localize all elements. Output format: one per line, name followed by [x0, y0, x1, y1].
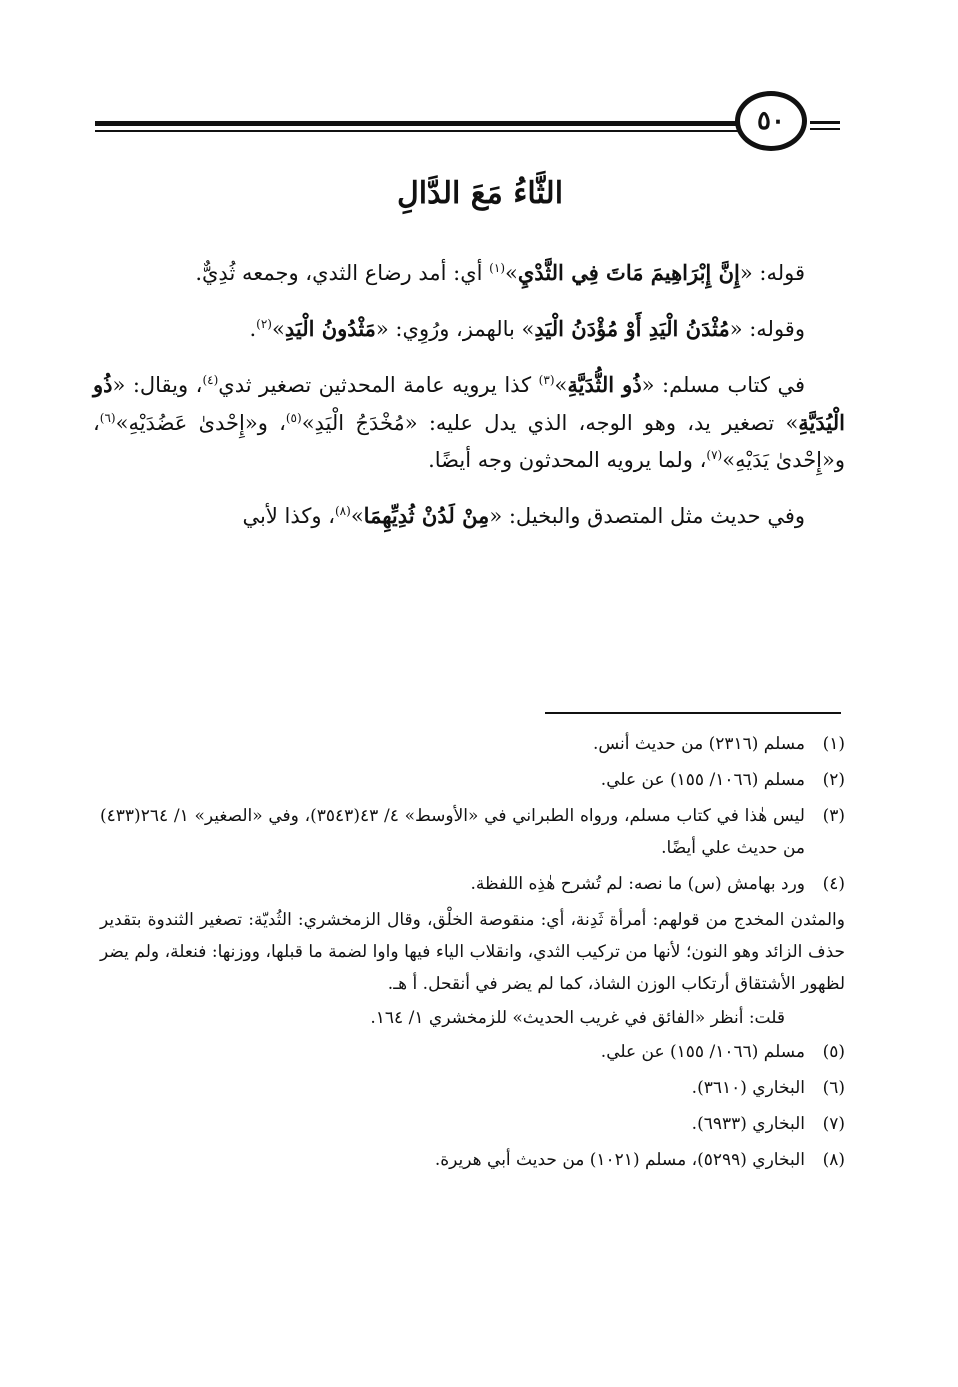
footnote-6 [100, 1072, 845, 1104]
paragraph-1: قوله: «إِنَّ إِبْرَاهِيمَ مَاتَ فِي الثَّدْيِ»$^{(١)}$ أي: أمد رضاع الثدي، وجمعه ثُدِيٌّ. [195, 260, 805, 285]
footnote-text: مسلم (١٠٦٦/ ١٥٥) عن علي. [600, 1042, 805, 1062]
footnote-text: ورد بهامش (س) ما نصه: لم تُشرح هٰذِه اللفظة. [470, 874, 805, 894]
footnote-2 [100, 764, 845, 796]
footnote-text: البخاري (٦٩٣٣). [691, 1114, 805, 1134]
footnote-number: (٤) [822, 874, 845, 894]
footnote-text: ليس هٰذا في كتاب مسلم، ورواه الطبراني في «الأوسط» ٤/ ٤٣(٣٥٤٣)، وفي «الصغير» ١/ ٢٦٤(٤٣٣) من حديث علي أيضًا. [100, 806, 805, 858]
footnote-ref: (١) [489, 261, 505, 275]
footnote-number: (٨) [822, 1150, 845, 1170]
footnote-5 [100, 1036, 845, 1068]
footnote-ref: (٨) [334, 504, 351, 518]
page-number-badge [735, 91, 807, 151]
footnote-7 [100, 1108, 845, 1140]
footnote-number: (٥) [822, 1042, 845, 1062]
footnote-ref: (٢) [256, 317, 272, 331]
paragraph-4: وفي حديث مثل المتصدق والبخيل: «مِنْ لَدُنْ ثُدِيِّهِمَا»$^{(٨)}$، وكذا لأبي [242, 503, 805, 528]
main-text [93, 254, 845, 553]
footnote-8 [100, 1144, 845, 1176]
footnote-ref: (٥) [285, 411, 302, 425]
footnote-3 [100, 800, 845, 864]
hadith-quote: إِنَّ إِبْرَاهِيمَ مَاتَ فِي الثَّدْيِ [517, 260, 740, 285]
footnote-text: مسلم (٢٣١٦) من حديث أنس. [592, 734, 805, 754]
footnote-ref: (٦) [99, 411, 116, 425]
paragraph-2: وقوله: «مُثْدَنُ الْيَدِ أَوْ مُؤْدَنُ الْيَدِ» بالهمز، ورُوِي: «مَثْدُونُ الْيَدِ»$^{(٢)}$. [249, 316, 805, 341]
chapter-title: الثَّاءُ مَعَ الدَّالِ [396, 176, 564, 211]
footnote-number: (٢) [822, 770, 845, 790]
footnote-number: (١) [822, 734, 845, 754]
page-number: ٥٠ [757, 106, 785, 136]
footnote-4-continuation: والمثدن المخدج من قولهم: أمرأة ثَدِنة، أي: منقوصة الخلْق، وقال الزمخشري: الثُديّة: تصغير الثندوة بتقدير حذف الزائد وهو النون؛ لأنها من تركيب الثدي، وانقلاب الياء فيها واوا لضمة ما قبلها، ووزنها: فنعلة، ولم يضر لظهور الأشتقاق أرتكاب الوزن الشاذ، كما لم يضر في أنقحل. أ هـ. [100, 910, 845, 994]
footnote-1 [100, 728, 845, 760]
footnotes [100, 728, 845, 1180]
footnote-number: (٧) [822, 1114, 845, 1134]
footnote-ref: (٧) [706, 448, 723, 462]
paragraph-3: في كتاب مسلم: «ذُو الثُّدَيَّةِ»$^{(٣)}$ كذا يرويه عامة المحدثين تصغير ثدي$^{(٤)}$، ويقال: «ذُو الْيُدَيَّةِ» تصغير يد، وهو الوجه، الذي يدل عليه: «مُخْدَجُ الْيَدِ»$^{(٥)}$، و«إِحْدىٰ عَضُدَيْهِ»$^{(٦)}$، و«إِحْدىٰ يَدَيْهِ»$^{(٧)}$، ولما يرويه المحدثون وجه أيضًا. [93, 372, 845, 472]
footnote-text: مسلم (١٠٦٦/ ١٥٥) عن علي. [600, 770, 805, 790]
header-rule-right-thick [810, 121, 840, 124]
footnote-number: (٦) [822, 1078, 845, 1098]
header-rule-right-thin [810, 128, 840, 130]
hadith-quote: مَثْدُونُ الْيَدِ [284, 316, 376, 341]
footnote-separator [545, 712, 841, 714]
footnote-4 [100, 868, 845, 900]
header-rule-thick [95, 121, 740, 126]
hadith-quote: ذُو الْيُدَيَّةِ [93, 372, 845, 435]
header-rule-thin [95, 130, 740, 132]
footnote-ref: (٤) [202, 373, 219, 387]
footnote-number: (٣) [822, 806, 845, 826]
hadith-quote: ذُو الثُّدَيَّةِ [567, 372, 642, 397]
footnote-4-note: قلت: أنظر «الفائق في غريب الحديث» للزمخشري ١/ ١٦٤. [370, 1008, 785, 1028]
footnote-text: البخاري (٥٢٩٩)، مسلم (١٠٢١) من حديث أبي هريرة. [434, 1150, 805, 1170]
hadith-quote: مُثْدَنُ الْيَدِ أَوْ مُؤْدَنُ الْيَدِ [534, 316, 730, 341]
footnote-ref: (٣) [538, 373, 555, 387]
footnote-text: البخاري (٣٦١٠). [691, 1078, 805, 1098]
hadith-quote: مِنْ لَدُنْ ثُدِيِّهِمَا [363, 503, 490, 528]
